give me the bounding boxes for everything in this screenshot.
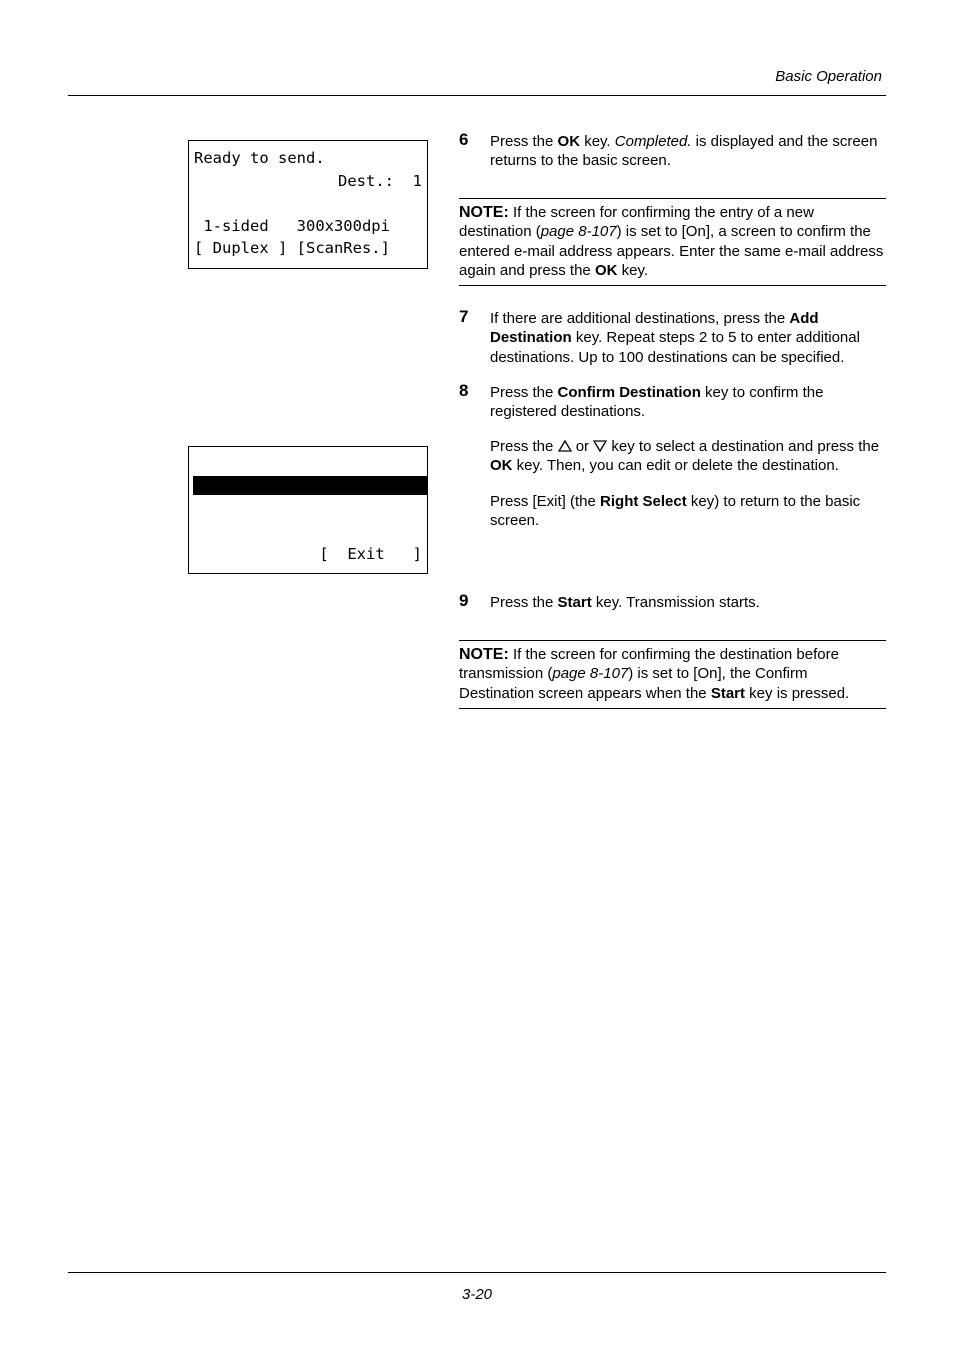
note-top-rule [459,640,886,641]
note-1: NOTE: If the screen for confirming the entry of a new destination (page 8-107) is set to [On], a screen to confirm the entered e-mail address appears. Enter the same e-mail address again and press the OK key. [459,204,884,279]
running-header-title: Basic Operation [775,68,882,85]
step-number: 8 [459,381,469,400]
lcd-dest-count: Dest.: 1 [338,172,422,190]
lcd-confirm-title-row [194,454,422,475]
step-7-text: If there are additional destinations, press the Add Destination key. Repeat steps 2 to 5 to enter additional destinations. Up to 100 destinations can be specified. [490,310,860,366]
lcd-ready-to-send [188,140,428,269]
lcd-dest-confirm [188,446,428,574]
step-9-text: Press the Start key. Transmission starts. [490,594,760,611]
lcd-dest-item[interactable] [194,499,422,520]
note-2: NOTE: If the screen for confirming the destination before transmission (page 8-107) is set to [On], the Confirm Destination screen appears when the Start key is pressed. [459,646,850,702]
lcd-status-line: Ready to send. [194,149,325,167]
lcd-scan-settings: 1-sided 300x300dpi [194,217,390,235]
page-number: 3-20 [461,1286,493,1303]
lcd-dest-item-selected[interactable] [193,476,427,495]
lcd-dest-item[interactable] [194,521,422,542]
lcd-exit-softkey[interactable]: [ Exit ] [319,545,422,563]
header-rule [68,95,886,96]
note-top-rule [459,198,886,199]
step-number: 7 [459,307,469,326]
step-6-text: Press the OK key. Completed. is displayed and the screen returns to the basic screen. [490,133,878,170]
step-8-paragraph-3: Press [Exit] (the Right Select key) to return to the basic screen. [490,493,861,530]
step-number: 6 [459,130,469,149]
note-bottom-rule [459,708,886,709]
lcd-softkeys: [ Duplex ] [ScanRes.] [194,239,390,257]
step-8-text: Press the Confirm Destination key to confirm the registered destinations. [490,384,824,421]
footer-rule [68,1272,886,1273]
step-number: 9 [459,591,469,610]
down-triangle-icon [593,438,607,450]
step-8-paragraph-2: Press the or key to select a destination and press the OK key. Then, you can edit or delete the destination. [490,438,880,475]
up-triangle-icon [558,438,572,450]
note-bottom-rule [459,285,886,286]
lcd-dest-address-row [194,193,422,214]
